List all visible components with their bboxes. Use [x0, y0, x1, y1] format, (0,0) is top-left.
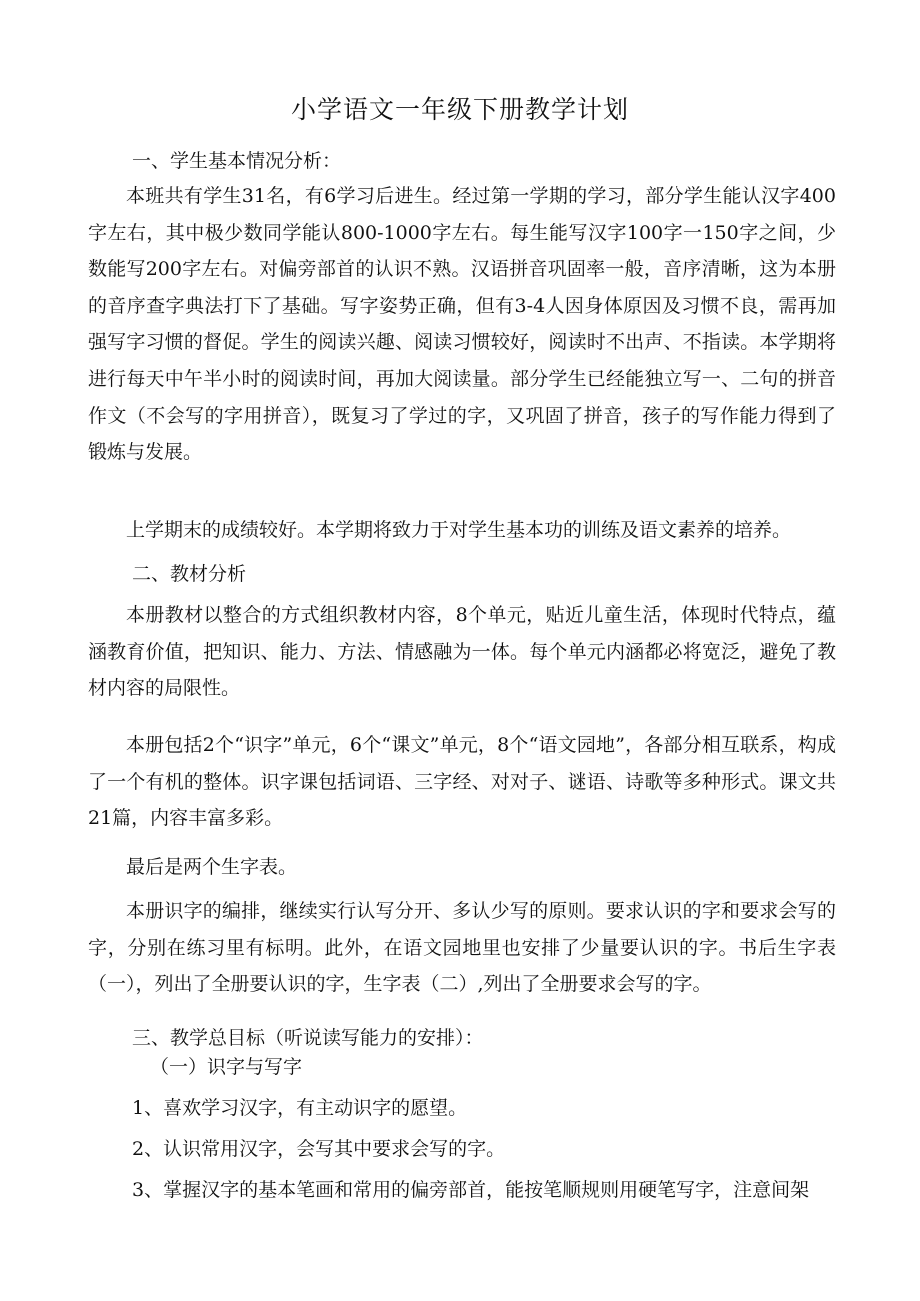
section-3-heading: 三、教学总目标（听说读写能力的安排）：	[132, 1027, 484, 1049]
section-2-heading: 二、教材分析	[132, 563, 247, 585]
paragraph: 上学期末的成绩较好。本学期将致力于对学生基本功的训练及语文素养的培养。	[126, 519, 792, 541]
section-2-paragraph-3	[88, 849, 836, 886]
section-3-list	[88, 1090, 836, 1127]
subsection-heading: （一）识字与写字	[150, 1056, 303, 1078]
section-2	[88, 556, 836, 593]
section-3-list	[88, 1172, 836, 1209]
paragraph: 本册包括2个“识字”单元，6个“课文”单元，8个“语文园地”，各部分相互联系，构成了一个有机的整体。识字课包括词语、三字经、对对子、谜语、诗歌等多种形式。课文共21篇，内容丰富多彩。	[88, 734, 836, 830]
section-1-heading: 一、学生基本情况分析：	[132, 150, 342, 172]
section-1-paragraph-2	[88, 512, 836, 549]
paragraph: 本册识字的编排，继续实行认写分开、多认少写的原则。要求认识的字和要求会写的字，分别在练习里有标明。此外，在语文园地里也安排了少量要认识的字。书后生字表（一），列出了全册要认识的字，生字表（二）,列出了全册要求会写的字。	[88, 900, 836, 996]
list-item: 2、认识常用汉字，会写其中要求会写的字。	[132, 1138, 506, 1160]
paragraph: 本班共有学生31名，有6学习后进生。经过第一学期的学习，部分学生能认汉字400字左右，其中极少数同学能认800-1000字左右。每生能写汉字100字一150字之间，少数能写200字左右。对偏旁部首的认识不熟。汉语拼音巩固率一般，音序清晰，这为本册的音序查字典法打下了基础。写字姿势正确，但有3-4人因身体原因及习惯不良，需再加强写字习惯的督促。学生的阅读兴趣、阅读习惯较好，阅读时不出声、不指读。本学期将进行每天中午半小时的阅读时间，再加大阅读量。部分学生已经能独立写一、二句的拼音作文（不会写的字用拼音），既复习了学过的字，又巩固了拼音，孩子的写作能力得到了锻炼与发展。	[88, 185, 836, 464]
list-item: 1、喜欢学习汉字，有主动识字的愿望。	[132, 1097, 468, 1119]
section-1	[88, 143, 836, 180]
section-2-paragraph-1	[88, 597, 836, 707]
section-1-paragraph-1	[88, 178, 836, 471]
section-2-paragraph-4	[88, 893, 836, 1003]
paragraph: 本册教材以整合的方式组织教材内容，8个单元，贴近儿童生活，体现时代特点，蕴涵教育价值，把知识、能力、方法、情感融为一体。每个单元内涵都必将宽泛，避免了教材内容的局限性。	[88, 604, 836, 700]
section-2-paragraph-2	[88, 727, 836, 837]
list-item: 3、掌握汉字的基本笔画和常用的偏旁部首，能按笔顺规则用硬笔写字，注意间架	[132, 1179, 810, 1201]
section-3-list	[88, 1131, 836, 1168]
document-title: 小学语文一年级下册教学计划	[290, 95, 629, 124]
paragraph: 最后是两个生字表。	[126, 856, 298, 878]
section-3-sub-1	[88, 1049, 836, 1086]
